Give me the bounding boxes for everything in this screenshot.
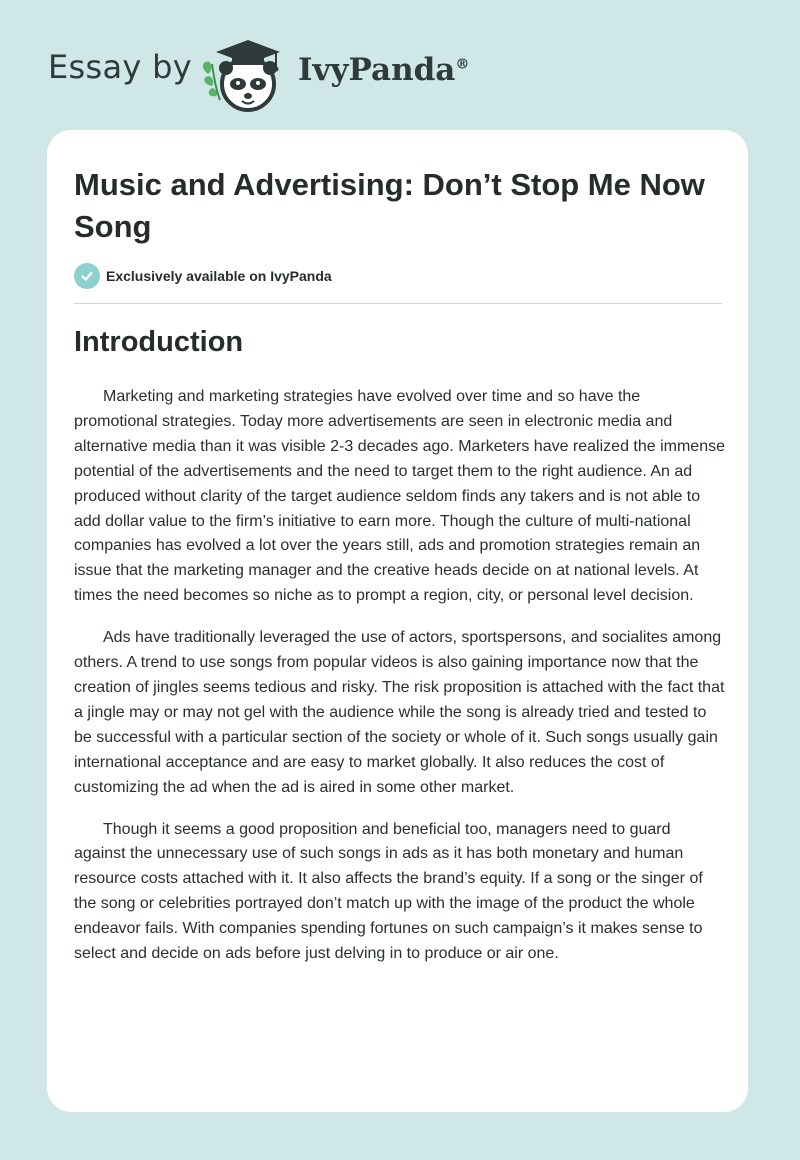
site-header [48,30,548,110]
brand-name-text: IvyPanda [298,52,456,88]
paragraph: Ads have traditionally leveraged the use of actors, sportspersons, and socialites among others. A trend to use songs from popular videos is also gaining importance now that the creation of jingles seems tedious and risky. The risk proposition is attached with the fact that a jingle may or may not gel with the audience while the song is already tried and tested to be successful with a particular section of the society or whole of it. Such songs usually gain international acceptance and are easy to market globally. It also reduces the cost of customizing the ad when the ad is aired in some other market. [74,629,725,796]
paragraph: Marketing and marketing strategies have evolved over time and so have the promotional strategies. Today more advertisements are seen in electronic media and alternative media than it was visible 2-3 decades ago. Marketers have realized the immense potential of the advertisements and the need to target them to the right audience. An ad produced without clarity of the target audience seldom finds any takers and is not able to add dollar value to the firm’s initiative to earn more. Though the culture of multi-national companies has evolved a lot over the years still, ads and promotion strategies remain an issue that the marketing manager and the creative heads decide on at national levels. At times the need becomes so niche as to prompt a region, city, or personal level decision. [74,388,725,605]
brand-name[interactable] [298,52,469,88]
check-icon [74,263,100,289]
paragraph: Though it seems a good proposition and beneficial too, managers need to guard against the unnecessary use of such songs in ads as it has both monetary and human resource costs attached with it. It also affects the brand’s equity. If a song or the singer of the song or celebrities portrayed don’t match up with the image of the product the whole endeavor fails. With companies spending fortunes on such campaign’s it makes sense to select and decide on ads before just delving in to produce or air one. [74,820,703,963]
registered-mark: ® [455,56,470,73]
section-heading: Introduction [74,326,244,358]
panda-logo-icon[interactable] [198,34,294,119]
page-title: Music and Advertising: Don’t Stop Me Now Song [74,167,705,244]
article-body [74,385,726,984]
brand-prefix: Essay by [48,48,192,86]
divider [74,303,722,304]
exclusive-label: Exclusively available on IvyPanda [106,268,332,284]
article-card [47,130,748,1112]
exclusive-badge [74,263,332,289]
